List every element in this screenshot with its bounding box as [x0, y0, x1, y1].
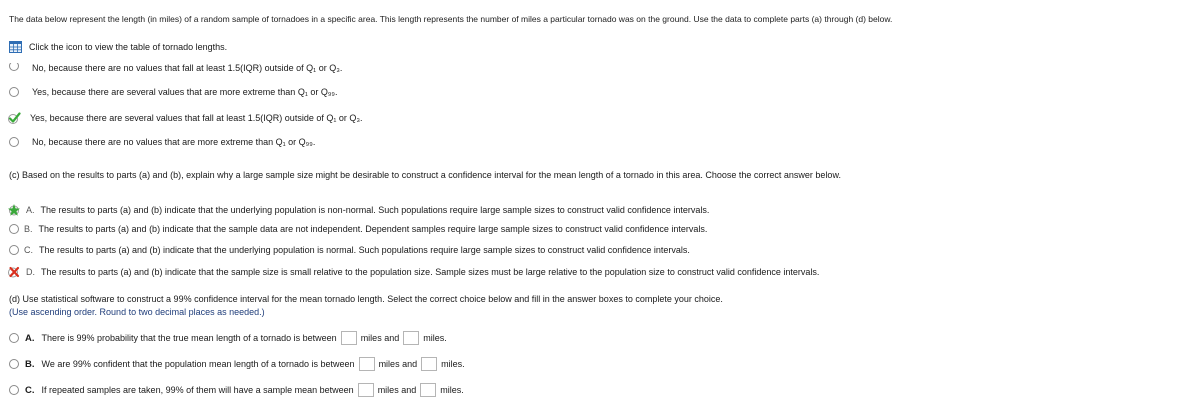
radio-button[interactable]	[9, 385, 19, 395]
incorrect-x-icon	[7, 265, 21, 279]
partd-note: (Use ascending order. Round to two decimal places as needed.)	[9, 307, 265, 317]
option-letter: B.	[25, 358, 35, 370]
partc-option-a[interactable]	[9, 203, 709, 217]
table-icon[interactable]	[9, 41, 22, 53]
partd-option-a[interactable]	[9, 331, 447, 345]
partb-option-1[interactable]	[9, 63, 342, 73]
upper-bound-input[interactable]	[420, 383, 436, 397]
partd-option-b-text: We are 99% confident that the population mean length of a tornado is between	[41, 359, 355, 369]
partc-option-d-text: The results to parts (a) and (b) indicate that the sample size is small relative to the population size. Sample sizes must be large relative to the population size to construct valid confidence intervals.	[41, 267, 820, 277]
miles-label: miles.	[440, 385, 464, 395]
correct-star-icon	[7, 203, 21, 217]
option-letter: C.	[24, 245, 33, 255]
option-letter: A.	[26, 205, 35, 215]
partb-option-4[interactable]	[9, 137, 315, 147]
radio-button[interactable]	[9, 245, 19, 255]
partc-option-b[interactable]	[9, 224, 707, 234]
partc-option-c-text: The results to parts (a) and (b) indicate that the underlying population is normal. Such populations require large sample sizes to construct valid confidence intervals.	[39, 245, 690, 255]
radio-button[interactable]	[9, 137, 19, 147]
partd-question: (d) Use statistical software to construct a 99% confidence interval for the mean tornado length. Select the correct choice below and fill in the answer boxes to complete your choice.	[9, 294, 723, 304]
lower-bound-input[interactable]	[341, 331, 357, 345]
partc-option-a-text: The results to parts (a) and (b) indicate that the underlying population is non-normal. Such populations require large sample sizes to construct valid confidence intervals.	[40, 205, 710, 215]
partd-option-a-text: There is 99% probability that the true mean length of a tornado is between	[41, 333, 337, 343]
partc-option-b-text: The results to parts (a) and (b) indicate that the sample data are not independent. Dependent samples require large sample sizes to construct valid confidence intervals.	[38, 224, 708, 234]
radio-button[interactable]	[9, 224, 19, 234]
partd-option-b[interactable]	[9, 357, 465, 371]
miles-label: miles.	[441, 359, 465, 369]
miles-and-label: miles and	[378, 359, 418, 369]
partd-option-c-text: If repeated samples are taken, 99% of them will have a sample mean between	[41, 385, 354, 395]
option-letter: A.	[25, 332, 35, 344]
partc-option-c[interactable]	[9, 245, 690, 255]
lower-bound-input[interactable]	[359, 357, 375, 371]
partb-option-4-text: No, because there are no values that are more extreme than Q₁ or Q₉₉.	[32, 137, 316, 147]
partb-option-2[interactable]	[9, 87, 338, 97]
intro-text: The data below represent the length (in miles) of a random sample of tornadoes in a specific area. This length represents the number of miles a particular tornado was on the ground. Use the data to complete parts (a) through (d) below.	[9, 14, 893, 24]
partb-option-2-text: Yes, because there are several values that are more extreme than Q₁ or Q₉₉.	[32, 87, 338, 97]
option-letter: B.	[24, 224, 33, 234]
miles-label: miles.	[423, 333, 447, 343]
option-letter: D.	[26, 267, 35, 277]
miles-and-label: miles and	[377, 385, 417, 395]
radio-button[interactable]	[9, 333, 19, 343]
radio-button[interactable]	[9, 359, 19, 369]
table-link[interactable]	[9, 41, 227, 53]
radio-button[interactable]	[9, 87, 19, 97]
table-link-label[interactable]: Click the icon to view the table of tornado lengths.	[29, 42, 228, 52]
partd-option-c[interactable]	[9, 383, 464, 397]
miles-and-label: miles and	[360, 333, 400, 343]
partc-option-d[interactable]	[9, 265, 819, 279]
upper-bound-input[interactable]	[421, 357, 437, 371]
partb-option-3[interactable]	[9, 111, 363, 125]
correct-check-icon	[7, 111, 21, 125]
option-letter: C.	[25, 384, 35, 396]
partb-option-1-text: No, because there are no values that fall at least 1.5(IQR) outside of Q₁ or Q₃.	[32, 63, 343, 73]
upper-bound-input[interactable]	[403, 331, 419, 345]
partb-option-3-text: Yes, because there are several values that fall at least 1.5(IQR) outside of Q₁ or Q₃.	[30, 113, 363, 123]
lower-bound-input[interactable]	[358, 383, 374, 397]
radio-button[interactable]	[9, 63, 19, 71]
partc-question: (c) Based on the results to parts (a) and (b), explain why a large sample size might be desirable to construct a confidence interval for the mean length of a tornado in this area. Choose the correct answer below.	[9, 170, 841, 180]
